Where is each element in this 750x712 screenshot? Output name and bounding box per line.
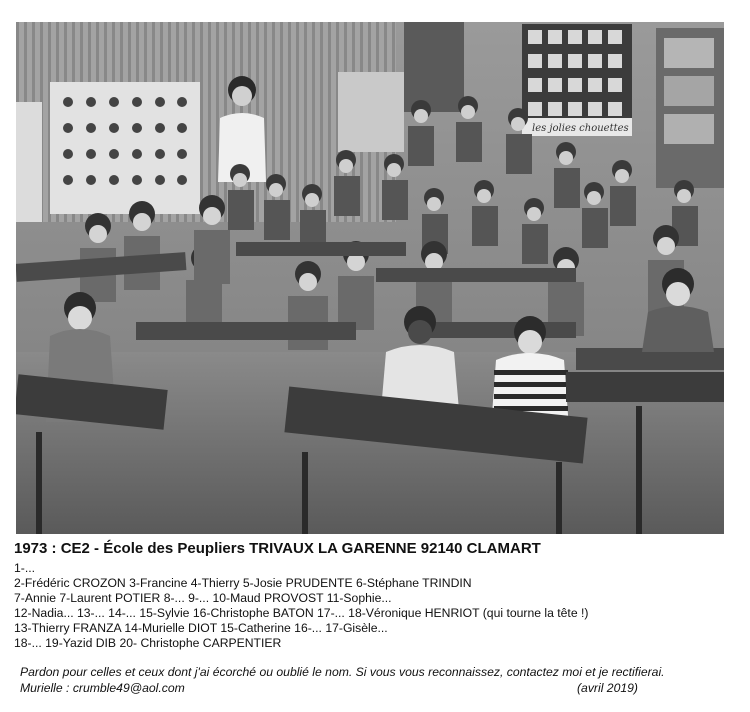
names-line-3: 7-Annie 7-Laurent POTIER 8-... 9-... 10-Maud PROVOST 11-Sophie... (14, 591, 392, 606)
caption-title: 1973 : CE2 - École des Peupliers TRIVAUX LA GARENNE 92140 CLAMART (14, 540, 541, 557)
footer-date: (avril 2019) (577, 681, 638, 695)
names-line-1: 1-... (14, 561, 35, 575)
cabinet (404, 22, 464, 112)
class-photo (16, 22, 724, 534)
footer-contact-row (20, 680, 740, 696)
poster-caption: les jolies chouettes (532, 123, 629, 134)
names-line-5: 13-Thierry FRANZA 14-Murielle DIOT 15-Catherine 16-... 17-Gisèle... (14, 621, 388, 636)
caption-block (14, 540, 740, 652)
footer-contact: Murielle : crumble49@aol.com (20, 681, 185, 695)
names-line-4: 12-Nadia... 13-... 14-... 15-Sylvie 16-Christophe BATON 17-... 18-Véronique HENRIOT (qui tourne la tête !) (14, 606, 589, 621)
names-line-2: 2-Frédéric CROZON 3-Francine 4-Thierry 5-Josie PRUDENTE 6-Stéphane TRINDIN (14, 576, 472, 591)
class-photo-drawing (16, 22, 724, 534)
names-line-6: 18-... 19-Yazid DIB 20- Christophe CARPENTIER (14, 636, 282, 651)
footer-note: Pardon pour celles et ceux dont j'ai écorché ou oublié le nom. Si vous vous reconnaissez, contactez moi et je rectifierai. (20, 665, 665, 679)
picture-poster (338, 72, 404, 152)
